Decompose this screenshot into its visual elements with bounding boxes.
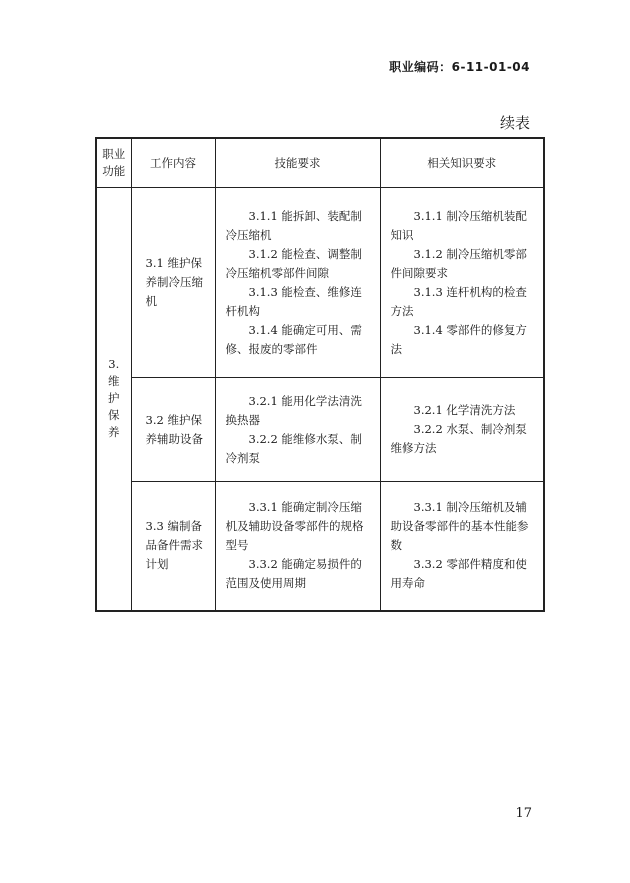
skill-item: 3.3.1 能确定制冷压缩机及辅助设备零部件的规格型号 — [225, 500, 364, 553]
skills-cell — [215, 188, 380, 378]
skill-item: 3.1.2 能检查、调整制冷压缩机零部件间隙 — [225, 246, 362, 280]
work-content-cell — [131, 378, 215, 482]
table-row — [96, 482, 544, 611]
function-cell — [96, 188, 131, 611]
work-content-cell — [131, 188, 215, 378]
work-content-text: 3.2 维护保养辅助设备 — [145, 412, 203, 446]
knowledge-item: 3.2.1 化学清洗方法 — [413, 403, 516, 417]
knowledge-cell — [380, 378, 544, 482]
skill-item: 3.2.2 能维修水泵、制冷剂泵 — [225, 431, 362, 465]
skills-cell — [215, 378, 380, 482]
skill-item: 3.1.4 能确定可用、需修、报废的零部件 — [225, 322, 362, 356]
work-content-cell — [131, 482, 215, 611]
knowledge-item: 3.1.2 制冷压缩机零部件间隙要求 — [390, 246, 527, 280]
knowledge-item: 3.3.1 制冷压缩机及辅助设备零部件的基本性能参数 — [390, 500, 529, 553]
knowledge-item: 3.1.4 零部件的修复方法 — [390, 322, 527, 356]
table-row — [96, 188, 544, 378]
knowledge-item: 3.1.1 制冷压缩机装配知识 — [390, 208, 527, 242]
skill-item: 3.1.3 能检查、维修连杆机构 — [225, 284, 362, 318]
competency-table — [95, 137, 545, 612]
function-number: 3. — [108, 357, 120, 372]
continued-label: 续表 — [499, 114, 530, 132]
table-row — [96, 378, 544, 482]
skills-cell — [215, 482, 380, 611]
work-content-text: 3.1 维护保养制冷压缩机 — [145, 256, 203, 308]
skill-item: 3.1.1 能拆卸、装配制冷压缩机 — [225, 208, 362, 242]
table-header-row — [96, 138, 544, 188]
header-skills: 技能要求 — [215, 138, 380, 188]
header-work-content: 工作内容 — [131, 138, 215, 188]
header-function: 职业 功能 — [96, 138, 131, 188]
knowledge-item: 3.3.2 零部件精度和使用寿命 — [390, 557, 527, 591]
skill-item: 3.3.2 能确定易损件的范围及使用周期 — [225, 557, 362, 591]
page-number: 17 — [515, 806, 532, 821]
function-name: 维护保养 — [108, 374, 120, 440]
skill-item: 3.2.1 能用化学法清洗换热器 — [225, 393, 362, 427]
knowledge-cell — [380, 482, 544, 611]
occupation-code: 职业编码：6-11-01-04 — [389, 60, 530, 74]
work-content-text: 3.3 编制备品备件需求计划 — [145, 519, 203, 572]
knowledge-item: 3.1.3 连杆机构的检查方法 — [390, 284, 527, 318]
header-knowledge: 相关知识要求 — [380, 138, 544, 188]
knowledge-cell — [380, 188, 544, 378]
knowledge-item: 3.2.2 水泵、制冷剂泵维修方法 — [390, 422, 527, 455]
